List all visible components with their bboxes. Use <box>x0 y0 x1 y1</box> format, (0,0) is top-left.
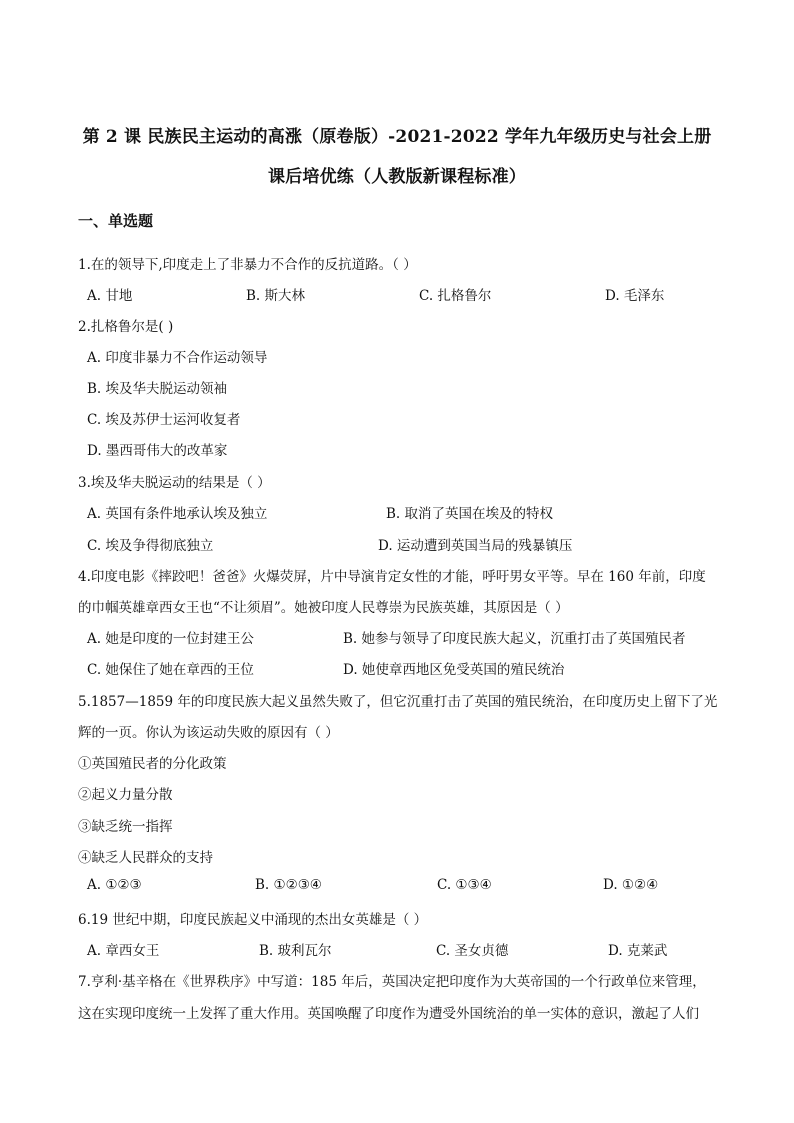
question-5-option-b[interactable]: B. ①②③④ <box>255 877 322 893</box>
question-5-stem-line2: 辉的一页。你认为该运动失败的原因有（ ） <box>78 725 339 741</box>
question-3-option-b[interactable]: B. 取消了英国在埃及的特权 <box>386 506 554 522</box>
section-heading: 一、单选题 <box>78 212 154 230</box>
question-4-stem-line2: 的巾帼英雄章西女王也“不让须眉”。她被印度人民尊崇为民族英雄，其原因是（ ） <box>78 600 569 616</box>
question-2-option-b[interactable]: B. 埃及华夫脱运动领袖 <box>87 381 228 397</box>
question-6-stem: 6.19 世纪中期，印度民族起义中涌现的杰出女英雄是（ ） <box>78 912 428 928</box>
question-5-stem-line1: 5.1857—1859 年的印度民族大起义虽然失败了，但它沉重打击了英国的殖民统治，在印度历史上留下了光 <box>78 694 718 710</box>
question-1-option-b[interactable]: B. 斯大林 <box>246 288 306 304</box>
question-5-option-c[interactable]: C. ①③④ <box>437 877 492 893</box>
question-3-option-d[interactable]: D. 运动遭到英国当局的残暴镇压 <box>378 538 573 554</box>
question-4-option-b[interactable]: B. 她参与领导了印度民族大起义，沉重打击了英国殖民者 <box>343 631 686 647</box>
question-3-stem: 3.埃及华夫脱运动的结果是（ ） <box>78 475 271 491</box>
question-4-stem-line1: 4.印度电影《摔跤吧！爸爸》火爆荧屏，片中导演肯定女性的才能，呼吁男女平等。早在 160 年前，印度 <box>78 569 706 585</box>
question-5-option-a[interactable]: A. ①②③ <box>87 877 142 893</box>
question-3-option-a[interactable]: A. 英国有条件地承认埃及独立 <box>87 506 268 522</box>
question-6-option-d[interactable]: D. 克莱武 <box>608 943 668 959</box>
question-2-option-a[interactable]: A. 印度非暴力不合作运动领导 <box>87 350 268 366</box>
question-4-option-d[interactable]: D. 她使章西地区免受英国的殖民统治 <box>343 662 565 678</box>
question-6-option-a[interactable]: A. 章西女王 <box>87 943 160 959</box>
document-title-line1: 第 2 课 民族民主运动的高涨（原卷版）-2021-2022 学年九年级历史与社会上册 <box>82 127 712 147</box>
question-7-stem-line2: 这在实现印度统一上发挥了重大作用。英国唤醒了印度作为遭受外国统治的单一实体的意识，激起了人们 <box>78 1006 699 1022</box>
question-5-item-2: ②起义力量分散 <box>78 787 173 803</box>
question-5-item-1: ①英国殖民者的分化政策 <box>78 756 227 772</box>
question-2-stem: 2.扎格鲁尔是( ) <box>78 319 174 335</box>
question-6-option-c[interactable]: C. 圣女贞德 <box>436 943 509 959</box>
question-7-stem-line1: 7.亨利·基辛格在《世界秩序》中写道：185 年后，英国决定把印度作为大英帝国的一个行政单位来管理， <box>78 974 706 990</box>
question-1-option-c[interactable]: C. 扎格鲁尔 <box>419 288 492 304</box>
question-6-option-b[interactable]: B. 玻利瓦尔 <box>259 943 332 959</box>
question-1-stem: 1.在的领导下,印度走上了非暴力不合作的反抗道路。（ ） <box>78 257 417 273</box>
question-2-option-c[interactable]: C. 埃及苏伊士运河收复者 <box>87 412 241 428</box>
question-1-option-a[interactable]: A. 甘地 <box>87 288 133 304</box>
question-5-item-4: ④缺乏人民群众的支持 <box>78 850 213 866</box>
question-5-item-3: ③缺乏统一指挥 <box>78 819 173 835</box>
question-4-option-c[interactable]: C. 她保住了她在章西的王位 <box>87 662 254 678</box>
document-title-line2: 课后培优练（人教版新课程标准） <box>268 167 526 187</box>
question-4-option-a[interactable]: A. 她是印度的一位封建王公 <box>87 631 254 647</box>
question-3-option-c[interactable]: C. 埃及争得彻底独立 <box>87 538 214 554</box>
question-2-option-d[interactable]: D. 墨西哥伟大的改革家 <box>87 443 228 459</box>
question-1-option-d[interactable]: D. 毛泽东 <box>605 288 665 304</box>
question-5-option-d[interactable]: D. ①②④ <box>603 877 659 893</box>
